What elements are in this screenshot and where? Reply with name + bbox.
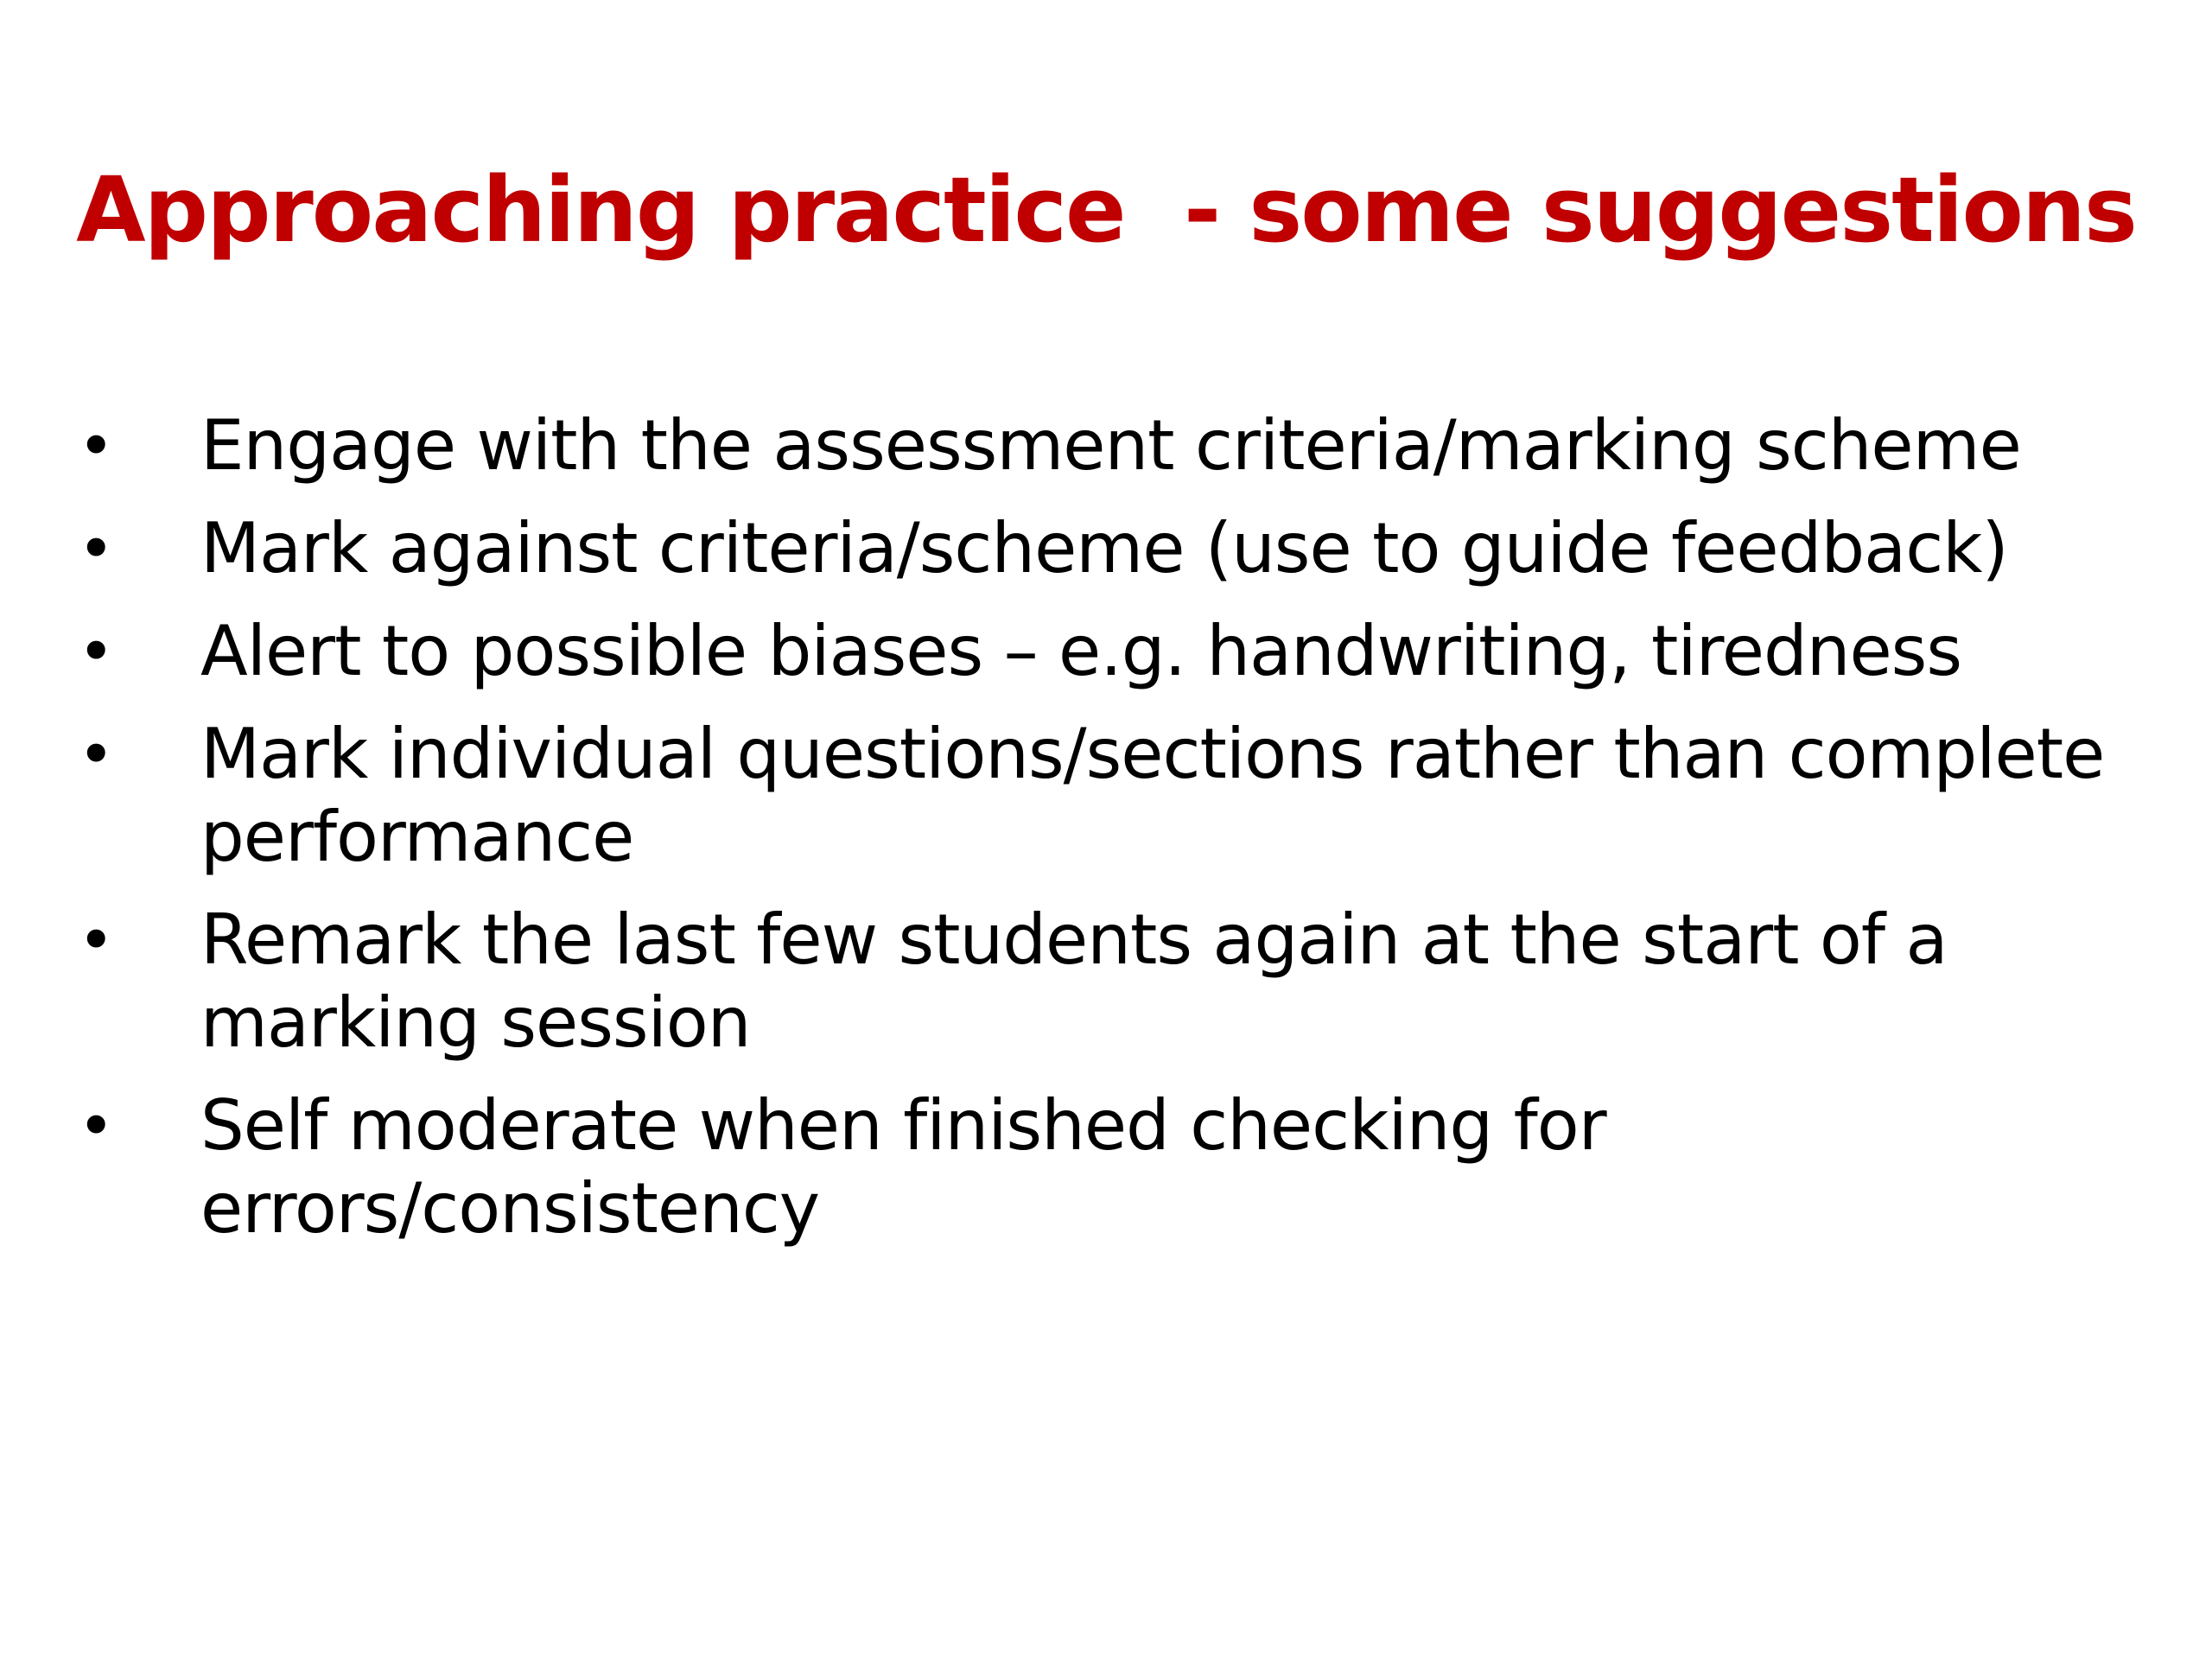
- bullet-text: Mark against criteria/scheme (use to guide feedback): [200, 508, 2008, 588]
- bullet-text: Self moderate when finished checking for errors/consistency: [200, 1085, 1606, 1249]
- bullet-icon: •: [78, 904, 114, 976]
- bullet-item: [0, 507, 2212, 590]
- bullet-text: Remark the last few students again at the start of a marking session: [200, 899, 1948, 1063]
- slide-title: Approaching practice - some suggestions: [76, 157, 2136, 263]
- bullet-item: [0, 1084, 2212, 1250]
- bullet-icon: •: [78, 1090, 114, 1162]
- bullet-icon: •: [78, 410, 114, 482]
- bullet-item: [0, 404, 2212, 487]
- bullet-item: [0, 713, 2212, 879]
- bullet-icon: •: [78, 718, 114, 791]
- bullet-text: Alert to possible biases – e.g. handwriting, tiredness: [200, 611, 1962, 691]
- bullet-icon: •: [78, 512, 114, 585]
- bullet-item: [0, 610, 2212, 693]
- bullet-text: Mark individual questions/sections rather than complete performance: [200, 714, 2105, 877]
- bullet-item: [0, 899, 2212, 1065]
- bullet-text: Engage with the assessment criteria/marking scheme: [200, 405, 2021, 486]
- bullet-icon: •: [78, 615, 114, 688]
- bullet-list: [0, 404, 2212, 1270]
